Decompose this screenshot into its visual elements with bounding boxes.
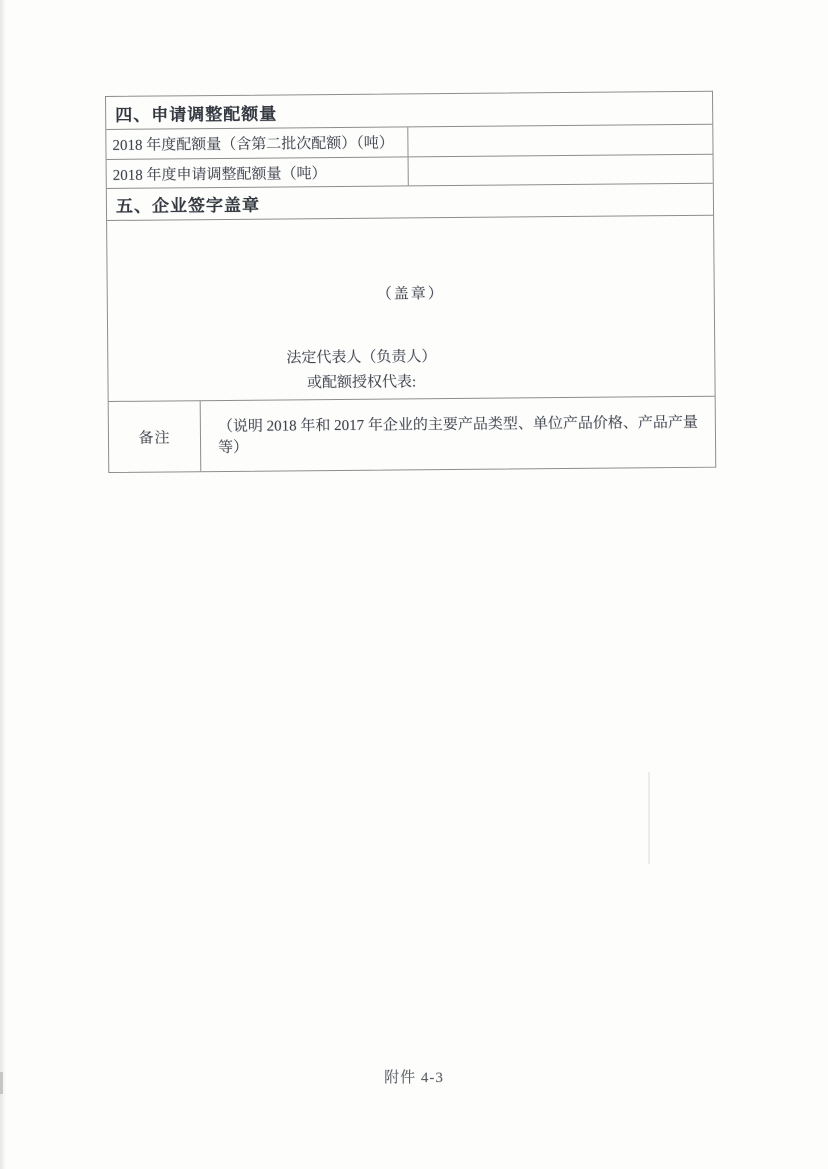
quota-2018-value-cell (408, 125, 712, 157)
scan-edge-shadow (0, 0, 6, 1169)
signer-line-1: 法定代表人（负责人） (286, 349, 437, 367)
remark-content: （说明 2018 年和 2017 年企业的主要产品类型、单位产品价格、产品产量等） (217, 414, 698, 457)
remark-label: 备注 (109, 401, 202, 472)
attachment-number-footer: 附件 4-3 (384, 1070, 444, 1086)
signer-line-2: 或配额授权代表: (306, 374, 417, 392)
adjust-2018-value-cell (409, 155, 713, 186)
scan-line-artifact (648, 772, 650, 864)
section4-header: 四、申请调整配额量 (106, 92, 712, 130)
signer-lines (286, 345, 436, 396)
remark-row (109, 397, 716, 472)
quota-2018-label: 2018 年度配额量（含第二批次配额）（吨） (106, 127, 408, 159)
section5-header: 五、企业签字盖章 (107, 184, 713, 221)
quota-adjustment-form-table (105, 91, 716, 473)
seal-placeholder-text: （盖章） (376, 286, 445, 303)
adjust-2018-label: 2018 年度申请调整配额量（吨） (107, 157, 409, 188)
signature-seal-box (107, 216, 715, 402)
